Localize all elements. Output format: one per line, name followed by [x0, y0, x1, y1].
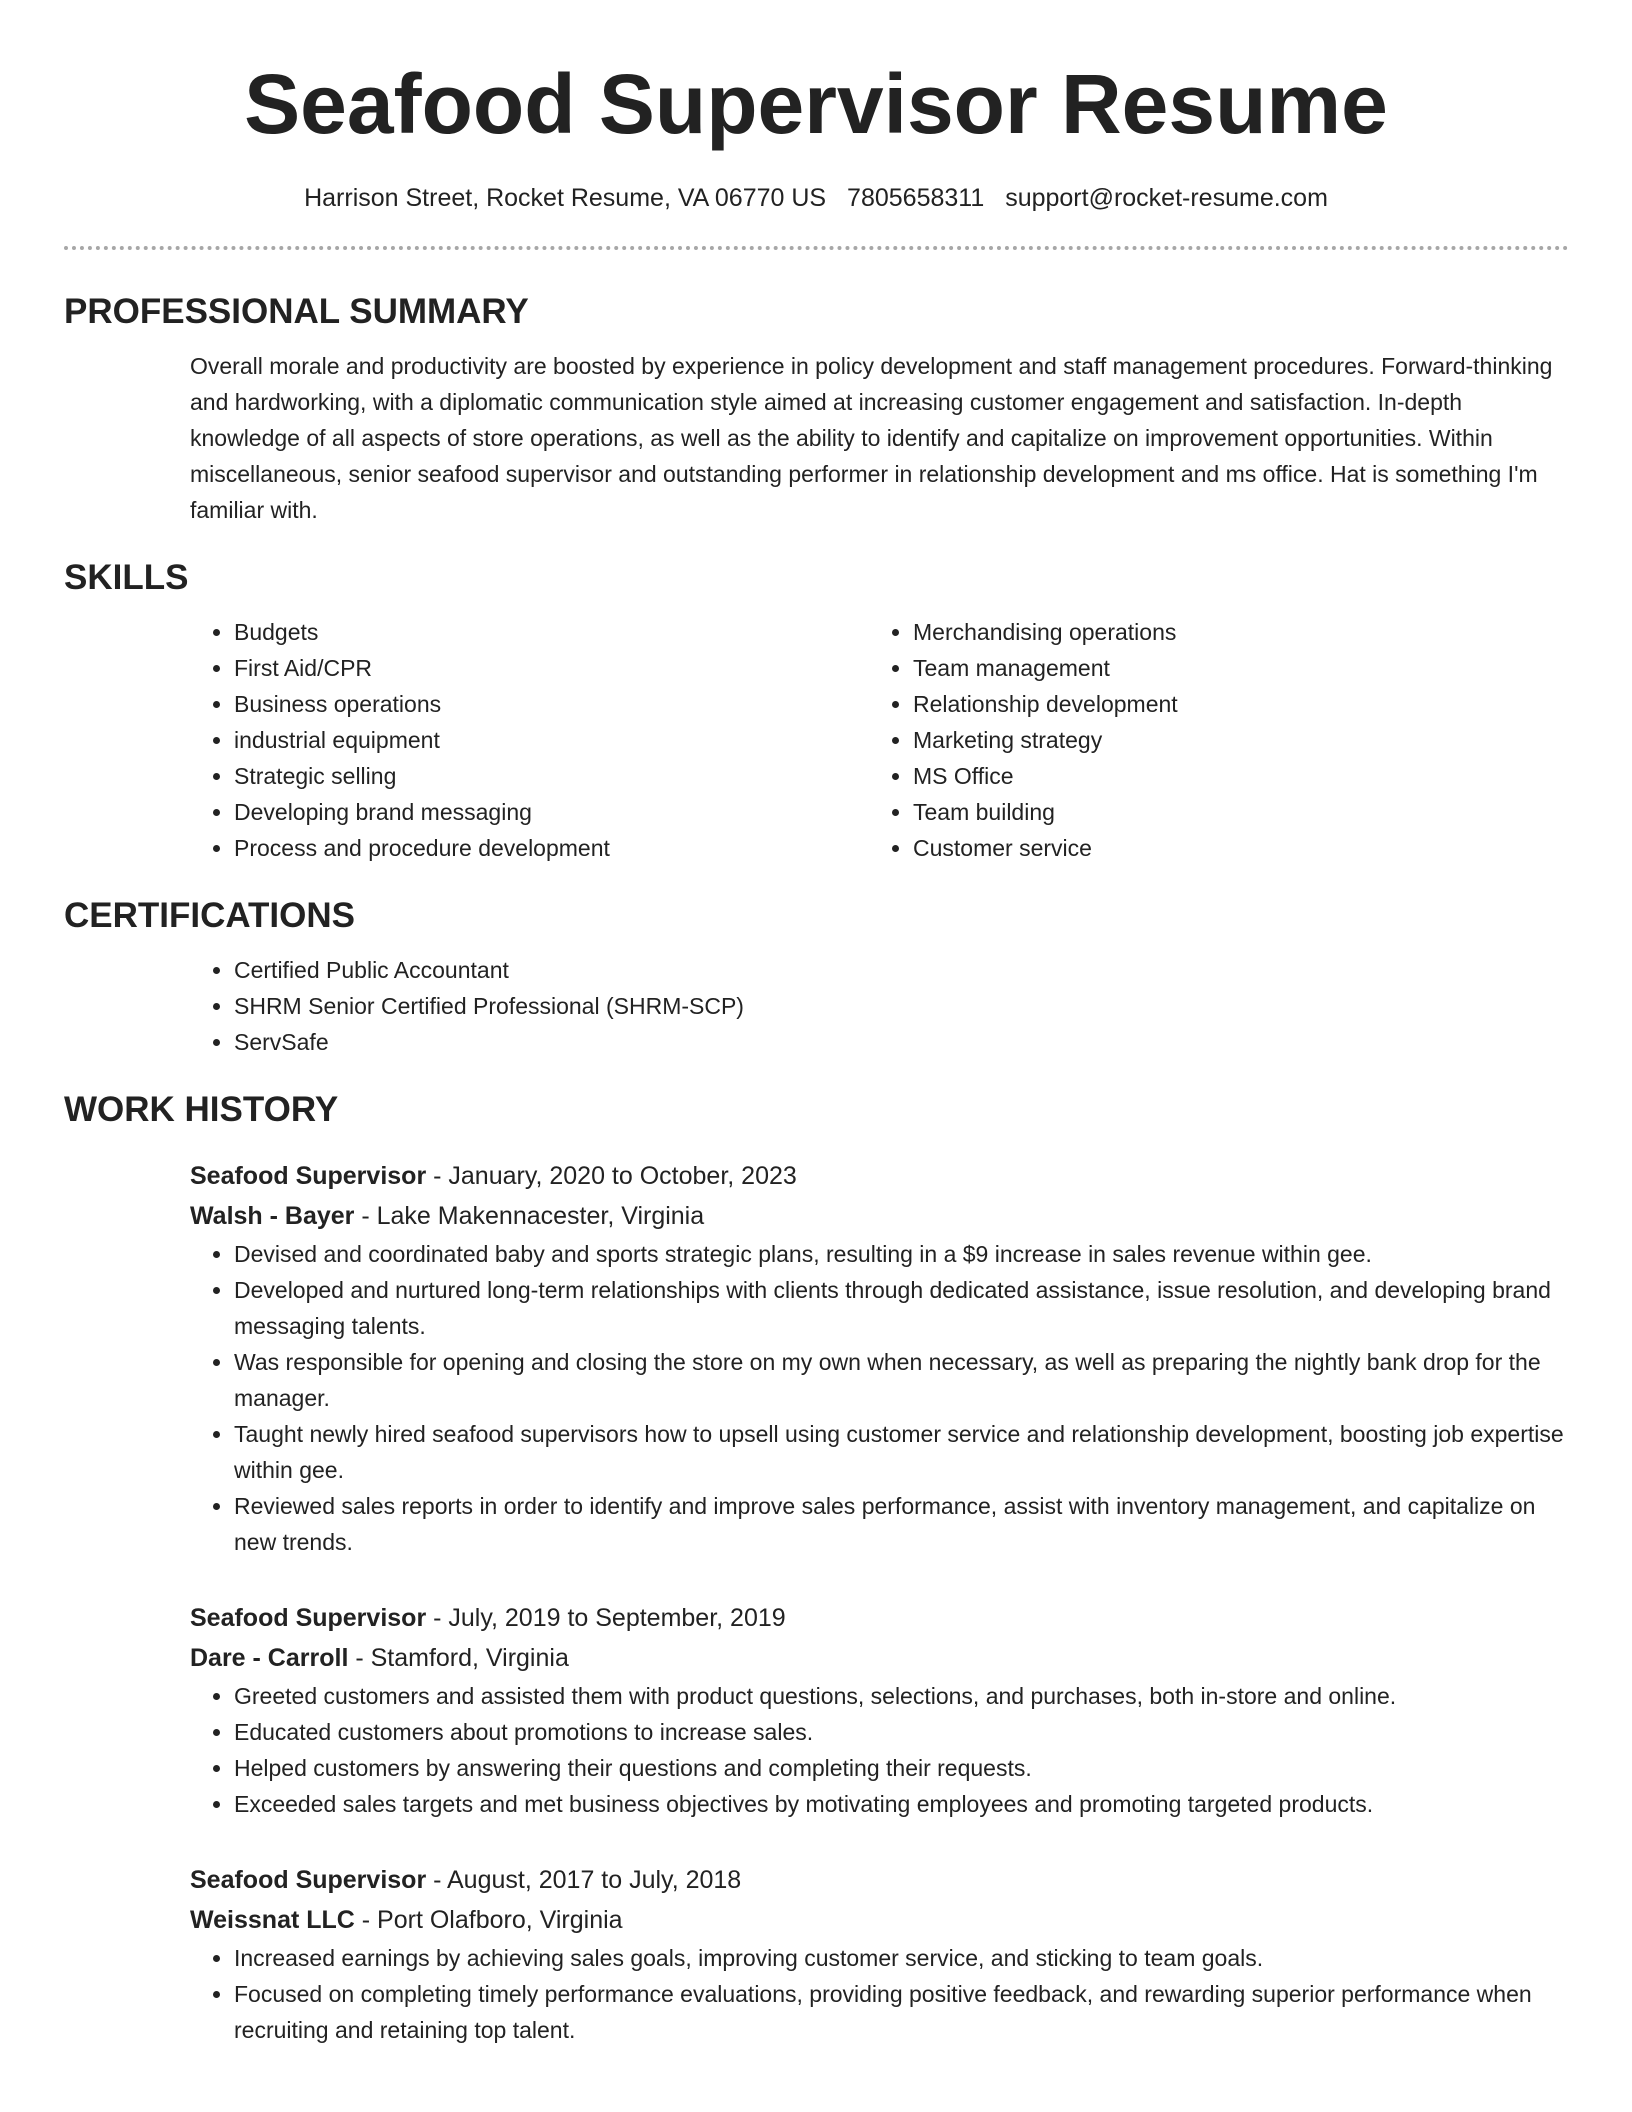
job-entry: [190, 1598, 1569, 1822]
resume-header: [0, 0, 1632, 214]
company-line: [190, 1900, 1569, 1940]
job-dates: - January, 2020 to October, 2023: [426, 1162, 797, 1190]
work-history-section: [64, 1088, 1569, 2048]
job-title-line: [190, 1860, 1569, 1900]
company-location: - Stamford, Virginia: [348, 1644, 569, 1672]
company-location: - Lake Makennacester, Virginia: [354, 1202, 705, 1230]
skill-item: • Team management: [913, 650, 1548, 686]
job-duties-list: [190, 1940, 1569, 2048]
company-name: Dare - Carroll: [190, 1644, 349, 1672]
company-name: Walsh - Bayer: [190, 1202, 355, 1230]
contact-address: Harrison Street, Rocket Resume, VA 06770 US: [304, 184, 827, 212]
header-divider: [64, 246, 1569, 250]
job-duty: • Exceeded sales targets and met business objectives by motivating employees and promoting targeted products.: [234, 1786, 1569, 1822]
certification-item: • SHRM Senior Certified Professional (SHRM-SCP): [234, 988, 1569, 1024]
job-duty: • Was responsible for opening and closing the store on my own when necessary, as well as preparing the nightly bank drop for the manager.: [234, 1344, 1569, 1416]
certifications-heading: CERTIFICATIONS: [64, 896, 356, 935]
job-duty: • Developed and nurtured long-term relationships with clients through dedicated assistance, issue resolution, and developing brand messaging talents.: [234, 1272, 1569, 1344]
skills-heading: SKILLS: [64, 558, 189, 597]
company-location: - Port Olafboro, Virginia: [354, 1906, 623, 1934]
job-duty: • Educated customers about promotions to increase sales.: [234, 1714, 1569, 1750]
certification-item: • Certified Public Accountant: [234, 952, 1569, 988]
job-dates: - August, 2017 to July, 2018: [426, 1866, 742, 1894]
job-duty: • Reviewed sales reports in order to identify and improve sales performance, assist with inventory management, and capitalize on new trends.: [234, 1488, 1569, 1560]
skill-item: • Team building: [913, 794, 1548, 830]
skill-item: • MS Office: [913, 758, 1548, 794]
job-title: Seafood Supervisor: [190, 1604, 427, 1632]
skill-item: • First Aid/CPR: [234, 650, 869, 686]
contact-line: [0, 182, 1632, 214]
summary-heading: PROFESSIONAL SUMMARY: [64, 292, 529, 331]
skills-list-left: [190, 614, 869, 866]
certifications-list: [190, 952, 1569, 1060]
certification-item: • ServSafe: [234, 1024, 1569, 1060]
company-name: Weissnat LLC: [190, 1906, 355, 1934]
skill-item: • Business operations: [234, 686, 869, 722]
skill-item: • Marketing strategy: [913, 722, 1548, 758]
job-duty: • Greeted customers and assisted them with product questions, selections, and purchases, both in-store and online.: [234, 1678, 1569, 1714]
job-duty: • Focused on completing timely performance evaluations, providing positive feedback, and rewarding superior performance when recruiting and retaining top talent.: [234, 1976, 1569, 2048]
skill-item: • Process and procedure development: [234, 830, 869, 866]
skill-item: • Customer service: [913, 830, 1548, 866]
contact-phone: 7805658311: [847, 184, 985, 212]
work-history-heading: WORK HISTORY: [64, 1090, 339, 1129]
job-title: Seafood Supervisor: [190, 1866, 427, 1894]
skills-list-right: [869, 614, 1548, 866]
job-title-line: [190, 1598, 1569, 1638]
job-title: Seafood Supervisor: [190, 1162, 427, 1190]
job-duty: • Increased earnings by achieving sales goals, improving customer service, and sticking to team goals.: [234, 1940, 1569, 1976]
job-entry: [190, 1156, 1569, 1560]
skill-item: • Relationship development: [913, 686, 1548, 722]
summary-section: [64, 290, 1569, 528]
skills-grid: [190, 614, 1569, 866]
skill-item: • Merchandising operations: [913, 614, 1548, 650]
job-duty: • Taught newly hired seafood supervisors how to upsell using customer service and relationship development, boosting job expertise within gee.: [234, 1416, 1569, 1488]
skill-item: • Developing brand messaging: [234, 794, 869, 830]
certifications-section: [64, 894, 1569, 1060]
skill-item: • Budgets: [234, 614, 869, 650]
job-duties-list: [190, 1678, 1569, 1822]
resume-title: Seafood Supervisor Resume: [244, 57, 1388, 151]
job-title-line: [190, 1156, 1569, 1196]
skills-section: [64, 556, 1569, 866]
company-line: [190, 1196, 1569, 1236]
job-duty: • Helped customers by answering their questions and completing their requests.: [234, 1750, 1569, 1786]
skill-item: • Strategic selling: [234, 758, 869, 794]
company-line: [190, 1638, 1569, 1678]
job-dates: - July, 2019 to September, 2019: [426, 1604, 786, 1632]
summary-text: Overall morale and productivity are boosted by experience in policy development and staff management procedures. Forward-thinking and hardworking, with a diplomatic communication style aimed at increasing customer engagement and satisfaction. In-depth knowledge of all aspects of store operations, as well as the ability to identify and capitalize on improvement opportunities. Within miscellaneous, senior seafood supervisor and outstanding performer in relationship development and ms office. Hat is something I'm familiar with.: [190, 353, 1553, 523]
contact-email: support@rocket-resume.com: [1005, 184, 1328, 212]
job-duties-list: [190, 1236, 1569, 1560]
job-duty: • Devised and coordinated baby and sports strategic plans, resulting in a $9 increase in sales revenue within gee.: [234, 1236, 1569, 1272]
job-entry: [190, 1860, 1569, 2048]
skill-item: • industrial equipment: [234, 722, 869, 758]
